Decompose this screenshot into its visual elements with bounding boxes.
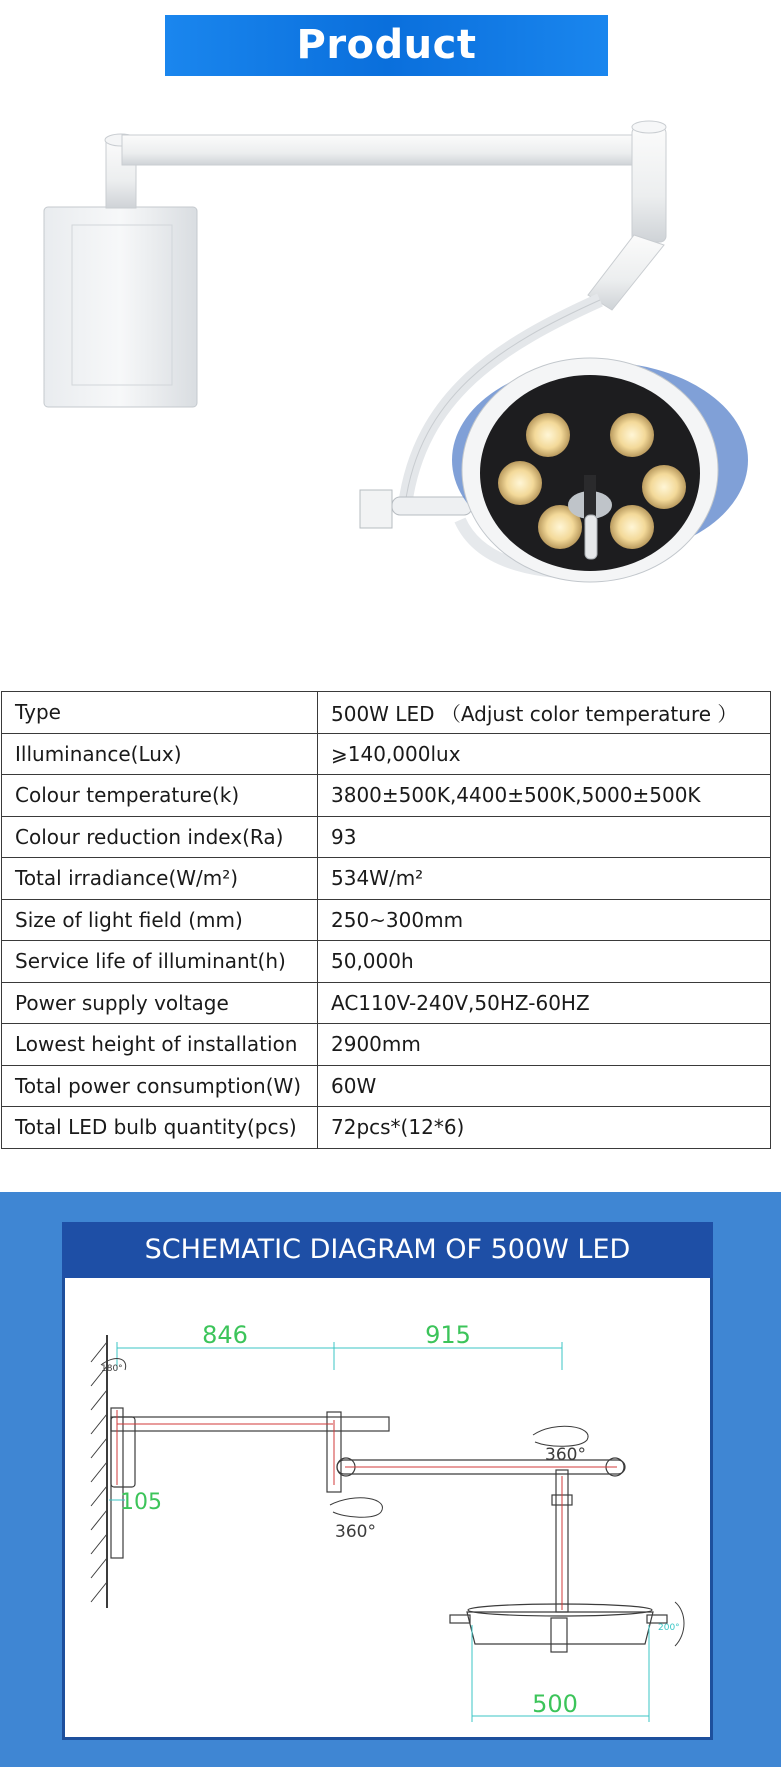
- param-value: 2900mm: [318, 1024, 771, 1066]
- param-value: 72pcs*(12*6): [318, 1107, 771, 1149]
- param-label: Colour temperature(k): [2, 775, 318, 817]
- table-row: [2, 1107, 771, 1149]
- param-value: 93: [318, 816, 771, 858]
- param-label: Illuminance(Lux): [2, 733, 318, 775]
- schematic-diagram: [65, 1280, 710, 1735]
- product-illustration: [0, 95, 781, 665]
- table-row: [2, 1065, 771, 1107]
- param-value: 60W: [318, 1065, 771, 1107]
- param-value: AC110V-240V,50HZ-60HZ: [318, 982, 771, 1024]
- param-label: Lowest height of installation: [2, 1024, 318, 1066]
- table-row: [2, 982, 771, 1024]
- table-row: [2, 775, 771, 817]
- rotation-label: 360°: [335, 1522, 376, 1542]
- wall-mount-box: [44, 207, 197, 407]
- dimension-label: 105: [120, 1490, 162, 1515]
- schematic-title: SCHEMATIC DIAGRAM OF 500W LED: [62, 1222, 713, 1278]
- rotation-label: 360°: [545, 1445, 586, 1465]
- table-row: [2, 858, 771, 900]
- param-label: Type: [2, 692, 318, 734]
- lamp-head: [452, 358, 748, 582]
- table-row: [2, 733, 771, 775]
- param-label: Colour reduction index(Ra): [2, 816, 318, 858]
- param-label: Service life of illuminant(h): [2, 941, 318, 983]
- rotation-label: 200°: [658, 1623, 680, 1633]
- param-value: 3800±500K,4400±500K,5000±500K: [318, 775, 771, 817]
- dimension-label: 915: [425, 1321, 471, 1349]
- param-label: Total LED bulb quantity(pcs): [2, 1107, 318, 1149]
- rotation-label: 180°: [101, 1364, 123, 1374]
- param-value: 50,000h: [318, 941, 771, 983]
- dimension-label: 500: [532, 1690, 578, 1718]
- parameter-table: [1, 691, 771, 1149]
- param-label: Total irradiance(W/m²): [2, 858, 318, 900]
- param-value: ⩾140,000lux: [318, 733, 771, 775]
- table-row: [2, 941, 771, 983]
- table-row: [2, 692, 771, 734]
- param-label: Size of light field (mm): [2, 899, 318, 941]
- param-value: 250~300mm: [318, 899, 771, 941]
- param-label: Total power consumption(W): [2, 1065, 318, 1107]
- table-row: [2, 899, 771, 941]
- page-title: Product Parameters: [165, 15, 608, 76]
- table-row: [2, 816, 771, 858]
- table-row: [2, 1024, 771, 1066]
- param-value: 534W/m²: [318, 858, 771, 900]
- param-label: Power supply voltage: [2, 982, 318, 1024]
- dimension-label: 846: [202, 1321, 248, 1349]
- param-value: 500W LED （Adjust color temperature ）: [318, 692, 771, 734]
